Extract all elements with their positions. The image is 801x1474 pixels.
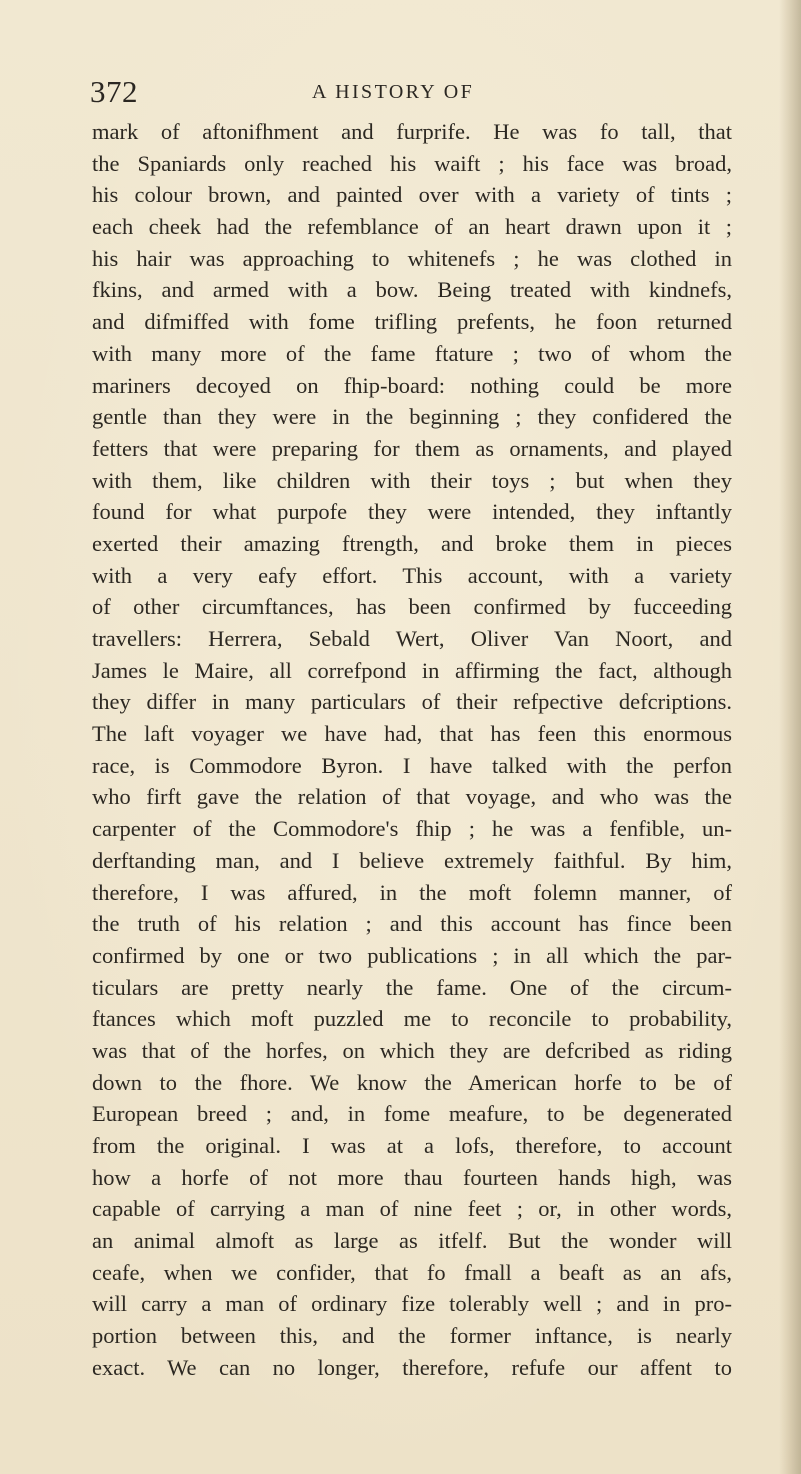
- text-line: and difmiffed with fome trifling prefents, he foon returned: [92, 309, 732, 335]
- text-line: found for what purpofe they were intended, they inftantly: [92, 499, 732, 525]
- text-line: the truth of his relation ; and this account has fince been: [92, 911, 732, 937]
- text-line: they differ in many particulars of their refpective defcriptions.: [92, 689, 732, 715]
- text-line: an animal almoft as large as itfelf. But the wonder will: [92, 1228, 732, 1254]
- text-line: with a very eafy effort. This account, with a variety: [92, 562, 732, 588]
- text-line: the Spaniards only reached his waift ; his face was broad,: [92, 150, 732, 176]
- text-line: fetters that were preparing for them as ornaments, and played: [92, 435, 732, 461]
- text-line: portion between this, and the former inftance, is nearly: [92, 1323, 732, 1349]
- running-title: A HISTORY OF: [312, 81, 475, 103]
- text-line: exerted their amazing ftrength, and broke them in pieces: [92, 530, 732, 556]
- text-line: carpenter of the Commodore's fhip ; he was a fenfible, un-: [92, 816, 732, 842]
- text-line: was that of the horfes, on which they are defcribed as riding: [92, 1037, 732, 1063]
- body-text: [92, 116, 732, 1384]
- text-line: down to the fhore. We know the American horfe to be of: [92, 1069, 732, 1095]
- text-line: of other circumftances, has been confirmed by fucceeding: [92, 594, 732, 620]
- text-line: European breed ; and, in fome meafure, to be degenerated: [92, 1101, 732, 1127]
- text-line: ticulars are pretty nearly the fame. One of the circum-: [92, 974, 732, 1000]
- text-line: travellers: Herrera, Sebald Wert, Oliver Van Noort, and: [92, 626, 732, 651]
- text-line: ceafe, when we confider, that fo fmall a beaft as an afs,: [92, 1259, 732, 1285]
- text-line: with them, like children with their toys ; but when they: [92, 467, 732, 493]
- text-line: ftances which moft puzzled me to reconcile to probability,: [92, 1006, 732, 1032]
- text-line: confirmed by one or two publications ; in all which the par-: [92, 942, 732, 968]
- text-line: from the original. I was at a lofs, therefore, to account: [92, 1133, 732, 1158]
- text-line: therefore, I was affured, in the moft folemn manner, of: [92, 879, 732, 905]
- text-line: capable of carrying a man of nine feet ; or, in other words,: [92, 1196, 732, 1222]
- text-line: how a horfe of not more thau fourteen hands high, was: [92, 1164, 732, 1190]
- text-line: his hair was approaching to whitenefs ; he was clothed in: [92, 245, 732, 271]
- text-line: who firft gave the relation of that voyage, and who was the: [92, 784, 732, 810]
- page-edge-shadow: [779, 0, 801, 1474]
- text-line: his colour brown, and painted over with a variety of tints ;: [92, 182, 732, 208]
- text-line: James le Maire, all correfpond in affirming the fact, although: [92, 657, 732, 683]
- text-line: mariners decoyed on fhip-board: nothing could be more: [92, 372, 732, 398]
- text-line: each cheek had the refemblance of an heart drawn upon it ;: [92, 214, 732, 240]
- text-line: mark of aftonifhment and furprife. He was fo tall, that: [92, 119, 732, 144]
- page-number: 372: [90, 74, 138, 109]
- text-line: The laft voyager we have had, that has feen this enormous: [92, 721, 732, 747]
- text-line: exact. We can no longer, therefore, refufe our affent to: [92, 1354, 732, 1380]
- text-line: gentle than they were in the beginning ; they confidered the: [92, 404, 732, 430]
- text-line: will carry a man of ordinary fize tolerably well ; and in pro-: [92, 1291, 732, 1317]
- running-head: [90, 74, 722, 108]
- text-line: fkins, and armed with a bow. Being treated with kindnefs,: [92, 277, 732, 303]
- text-line: derftanding man, and I believe extremely faithful. By him,: [92, 847, 732, 873]
- text-line: with many more of the fame ftature ; two of whom the: [92, 340, 732, 366]
- text-line: race, is Commodore Byron. I have talked with the perfon: [92, 752, 732, 778]
